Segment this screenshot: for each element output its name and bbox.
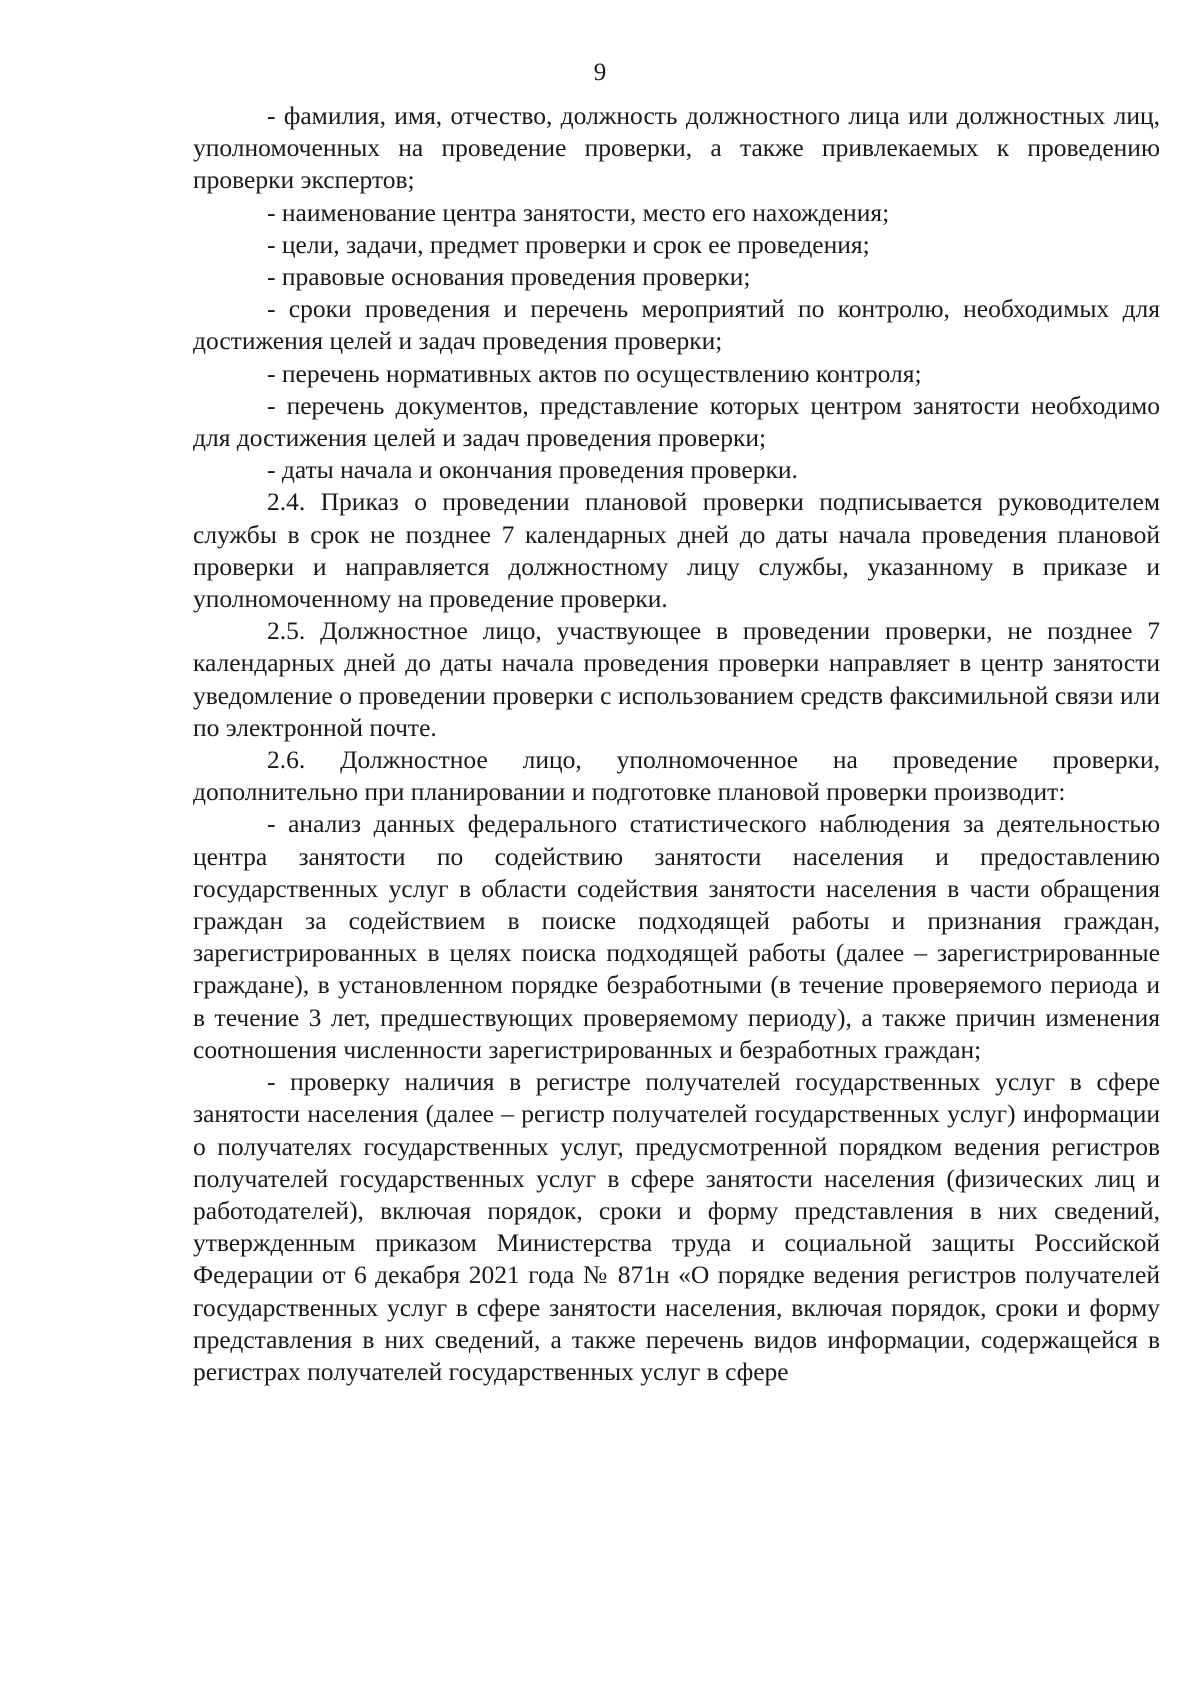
page-number: 9 — [593, 59, 607, 86]
list-item: - правовые основания проведения проверки; — [267, 262, 751, 292]
list-item: - сроки проведения и перечень мероприятий по контролю, необходимых для достижения целей и задач проведения проверки; — [193, 294, 1160, 356]
section-paragraph-2-5: 2.5. Должностное лицо, участвующее в проведении проверки, не позднее 7 календарных дней до даты начала проведения проверки направляет в центр занятости уведомление о проведении проверки с использованием средств факсимильной связи или по электронной почте. — [193, 616, 1160, 742]
list-item: - перечень документов, представление которых центром занятости необходимо для достижения целей и задач проведения проверки; — [193, 390, 1160, 453]
list-item: - наименование центра занятости, место его нахождения; — [267, 197, 890, 227]
list-item: - фамилия, имя, отчество, должность должностного лица или должностных лиц, уполномоченных на проведение проверки, а также привлекаемых к проведению проверки экспертов; — [193, 101, 1160, 195]
list-item: - проверку наличия в регистре получателей государственных услуг в сфере занятости населения (далее – регистр получателей государственных услуг) информации о получателях государственных услуг, предусмотренной порядком ведения регистров получателей государственных услуг в сфере занятости населения (физических лиц и работодателей), включая порядок, сроки и форму представления в них сведений, утвержденным приказом Министерства труда и социальной защиты Российской Федерации от 6 декабря 2021 года № 871н «О порядке ведения регистров получателей государственных услуг в сфере занятости населения, включая порядок, сроки и форму представления в них сведений, а также перечень видов информации, содержащейся в регистрах получателей государственных услуг в сфере — [193, 1067, 1160, 1386]
list-item: - перечень нормативных актов по осуществлению контроля; — [267, 358, 922, 388]
list-item: - цели, задачи, предмет проверки и срок ее проведения; — [267, 229, 870, 259]
section-paragraph-2-6: 2.6. Должностное лицо, уполномоченное на проведение проверки, дополнительно при планировании и подготовке плановой проверки производит: — [193, 745, 1160, 807]
list-item: - даты начала и окончания проведения проверки. — [267, 455, 798, 485]
section-paragraph-2-4: 2.4. Приказ о проведении плановой проверки подписывается руководителем службы в срок не позднее 7 календарных дней до даты начала проведения плановой проверки и направляется должностному лицу службы, указанному в приказе и уполномоченному на проведение проверки. — [193, 487, 1160, 614]
list-item: - анализ данных федерального статистического наблюдения за деятельностью центра занятости по содействию занятости населения и предоставлению государственных услуг в области содействия занятости населения в части обращения граждан за содействием в поиске подходящей работы и признания граждан, зарегистрированных в целях поиска подходящей работы (далее – зарегистрированные граждане), в установленном порядке безработными (в течение проверяемого периода и в течение 3 лет, предшествующих проверяемому периоду), а также причин изменения соотношения численности зарегистрированных и безработных граждан; — [193, 809, 1160, 1064]
document-body — [193, 100, 1160, 1388]
